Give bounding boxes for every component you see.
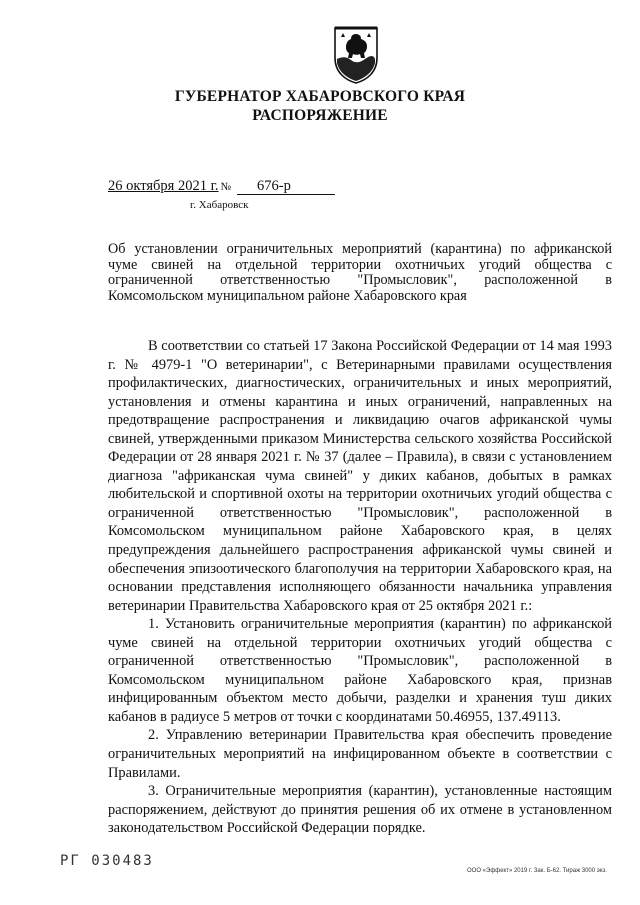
item-2-paragraph: 2. Управлению ветеринарии Правительства края обеспечить проведение ограничительных мероприятий на инфицированном объекте в соответствии с Правилами. [108, 727, 612, 781]
document-body [108, 337, 612, 838]
document-number: 676-р [237, 179, 335, 195]
preamble-paragraph: В соответствии со статьей 17 Закона Российской Федерации от 14 мая 1993 г. № 4979-1 "О ветеринарии", с Ветеринарными правилами осуществления профилактических, диагностических, ограничительных и иных мероприятий, установления и отмены карантина и иных ограничений, направленных на предотвращение распространения и ликвидацию очагов африканской чумы свиней, утвержденными приказом Министерства сельского хозяйства Российской Федерации от 28 января 2021 г. № 37 (далее – Правила), в связи с установлением диагноза "африканская чума свиней" у диких кабанов, добытых в рамках любительской и спортивной охоты на территории охотничьих угодий общества с ограниченной ответственностью "Промысловик", расположенной в Комсомольском муниципальном районе Хабаровского края, в целях предупреждения дальнейшего распространения африканской чумы свиней и обеспечения эпизоотического благополучия на территории Хабаровского края, на основании представления исполняющего обязанности начальника управления ветеринарии Правительства Хабаровского края от 25 октября 2021 г.: [108, 338, 612, 614]
document-subject: Об установлении ограничительных мероприятий (карантина) по африканской чуме свиней на отдельной территории охотничьих угодий общества с ограниченной ответственностью "Промысловик", расположенной в Комсомольском муниципальном районе Хабаровского края [108, 241, 612, 304]
number-sign: № [220, 181, 232, 193]
issue-city: г. Хабаровск [190, 199, 249, 211]
date-number-row [108, 178, 335, 195]
coat-of-arms-icon [331, 25, 381, 85]
item-3-paragraph: 3. Ограничительные мероприятия (карантин), установленные настоящим распоряжением, действуют до принятия решения об их отмене в установленном законодательством Российской Федерации порядке. [108, 783, 612, 837]
registration-number: РГ 030483 [60, 853, 154, 869]
document-type-heading: РАСПОРЯЖЕНИЕ [252, 107, 388, 124]
issuer-heading: ГУБЕРНАТОР ХАБАРОВСКОГО КРАЯ [174, 88, 466, 105]
item-1-paragraph: 1. Установить ограничительные мероприятия (карантин) по африканской чуме свиней на отдельной территории охотничьих угодий общества с ограниченной ответственностью "Промысловик", расположенной в Комсомольском муниципальном районе Хабаровского края, признав инфицированным объектом место добычи, разделки и хранения туш диких кабанов в радиусе 5 метров от точки с координатами 50.46955, 137.49113. [108, 616, 612, 725]
print-info: ООО «Эффект» 2019 г. Зак. Б-62. Тираж 3000 экз. [467, 868, 607, 874]
document-date: 26 октября 2021 г. [108, 178, 219, 194]
